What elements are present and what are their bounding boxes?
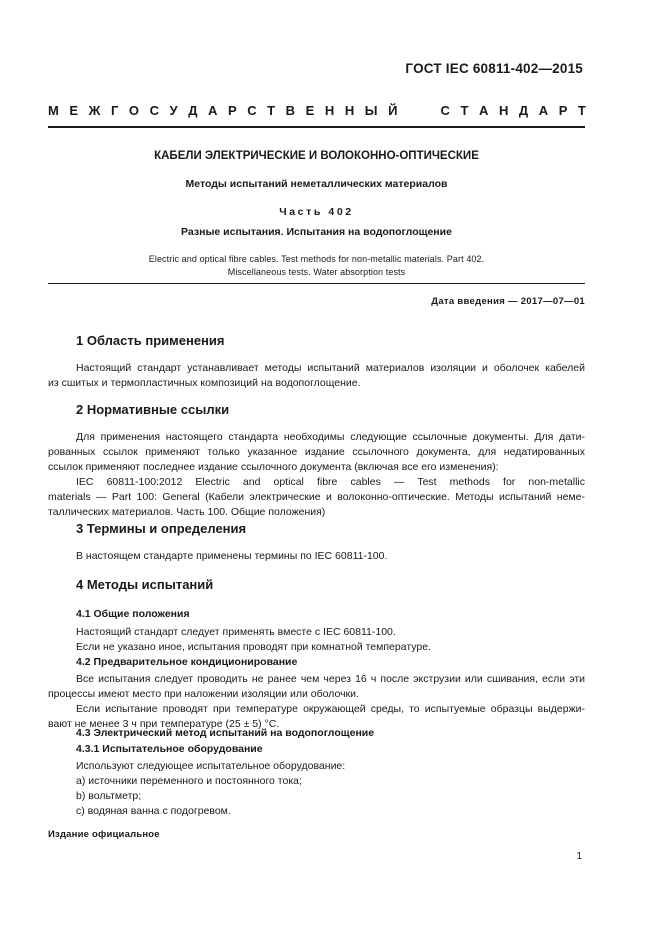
banner-word-gap [408,103,430,118]
section-4-2-heading: 4.2 Предварительное кондиционирование [76,656,298,668]
text-line: Если испытание проводят при температуре окружающей среды, то испытуемые образцы выдержи- [76,703,585,715]
banner-letter: Д [188,103,198,118]
section-4-1-body [48,625,585,655]
banner-letter: С [440,103,450,118]
section-1-heading: 1 Область применения [76,333,225,348]
text-line: Используют следующее испытательное оборудование: [76,760,346,772]
banner-letter: В [285,103,296,118]
text-line: вают не менее 3 ч при температуре (25 ± 5) °С. [48,718,280,730]
text-line: Для применения настоящего стандарта необходимы следующие ссылочные документы. Для дати- [76,431,585,443]
document-subtitle: Методы испытаний неметаллических материалов [185,178,448,190]
text-line: IEC 60811-100:2012 Electric and optical fibre cables — Test methods for non-metallic [76,476,585,488]
introduction-date: Дата введения — 2017—07—01 [431,296,585,307]
banner-letter: Г [110,103,119,118]
section-1-body [48,361,585,391]
text-line: Настоящий стандарт устанавливает методы испытаний материалов изоляции и оболочек кабелей [76,362,585,374]
banner-letter: О [128,103,140,118]
official-edition-label: Издание официальное [48,829,160,840]
section-4-3-1-body [48,759,585,819]
part-title: Разные испытания. Испытания на водопоглощение [181,226,452,238]
page-number: 1 [576,851,582,862]
section-3-body [48,549,585,564]
banner-letter: Т [460,103,469,118]
section-4-1-heading: 4.1 Общие положения [76,608,190,620]
english-title-line: Miscellaneous tests. Water absorption tests [227,267,406,277]
english-title-line: Electric and optical fibre cables. Test methods for non-metallic materials. Part 402. [148,254,485,264]
text-line: Настоящий стандарт следует применять вместе с IEC 60811-100. [76,626,396,638]
text-line: В настоящем стандарте применены термины по IEC 60811-100. [76,550,388,562]
text-line: Если не указано иное, испытания проводят при комнатной температуре. [76,641,431,653]
banner-letter: Е [305,103,315,118]
banner-letter: С [247,103,257,118]
section-3-heading: 3 Термины и определения [76,521,247,536]
part-label: Часть 402 [279,206,354,218]
banner-letter: Ж [88,103,101,118]
interstate-standard-banner [48,103,586,118]
banner-letter: А [208,103,218,118]
list-item: с) водяная ванна с подогревом. [76,805,231,817]
english-title [48,253,585,279]
banner-letter: Р [227,103,237,118]
section-2-heading: 2 Нормативные ссылки [76,402,230,417]
section-2-body [48,430,585,520]
document-title: КАБЕЛИ ЭЛЕКТРИЧЕСКИЕ И ВОЛОКОННО-ОПТИЧЕСКИЕ [154,150,479,162]
text-line: ссылок применяют последнее издание ссылочного документа (включая все его изменения): [48,461,499,473]
section-4-3-heading: 4.3 Электрический метод испытаний на водопоглощение [76,727,375,739]
banner-letter: Н [498,103,509,118]
banner-letter: Н [324,103,335,118]
text-line: таллических материалов. Часть 100. Общие положения) [48,506,326,518]
banner-letter: Р [558,103,568,118]
banner-letter: Е [69,103,79,118]
section-4-2-body [48,672,585,732]
banner-letter: Й [388,103,398,118]
banner-letter: Н [344,103,355,118]
text-line: процессы имеют место при наложении изоляции или оболочки. [48,688,359,700]
section-4-heading: 4 Методы испытаний [76,577,214,592]
text-line: materials — Part 100: General (Кабели электрические и волоконно-оптические. Методы испытаний неме- [48,491,585,503]
text-line: рованных ссылок применяют только указанное издание ссылочного документа, для недатированных [48,446,585,458]
standard-number: ГОСТ IEC 60811-402—2015 [405,61,583,76]
banner-letter: А [538,103,549,118]
banner-letter: Д [518,103,529,118]
banner-letter: С [149,103,159,118]
title-divider [48,283,585,284]
header-divider [48,126,585,128]
text-line: из сшитых и термопластичных композиций на водопоглощение. [48,377,361,389]
list-item: b) вольтметр; [76,790,142,802]
banner-letter: М [48,103,59,118]
banner-letter: У [169,103,178,118]
banner-letter: Т [267,103,276,118]
list-item: а) источники переменного и постоянного тока; [76,775,302,787]
banner-letter: А [479,103,489,118]
banner-letter: Ы [364,103,378,118]
text-line: Все испытания следует проводить не ранее чем через 16 ч после экструзии или сшивания, если эти [76,673,585,685]
section-4-3-1-heading: 4.3.1 Испытательное оборудование [76,743,263,755]
banner-letter: Т [577,103,586,118]
